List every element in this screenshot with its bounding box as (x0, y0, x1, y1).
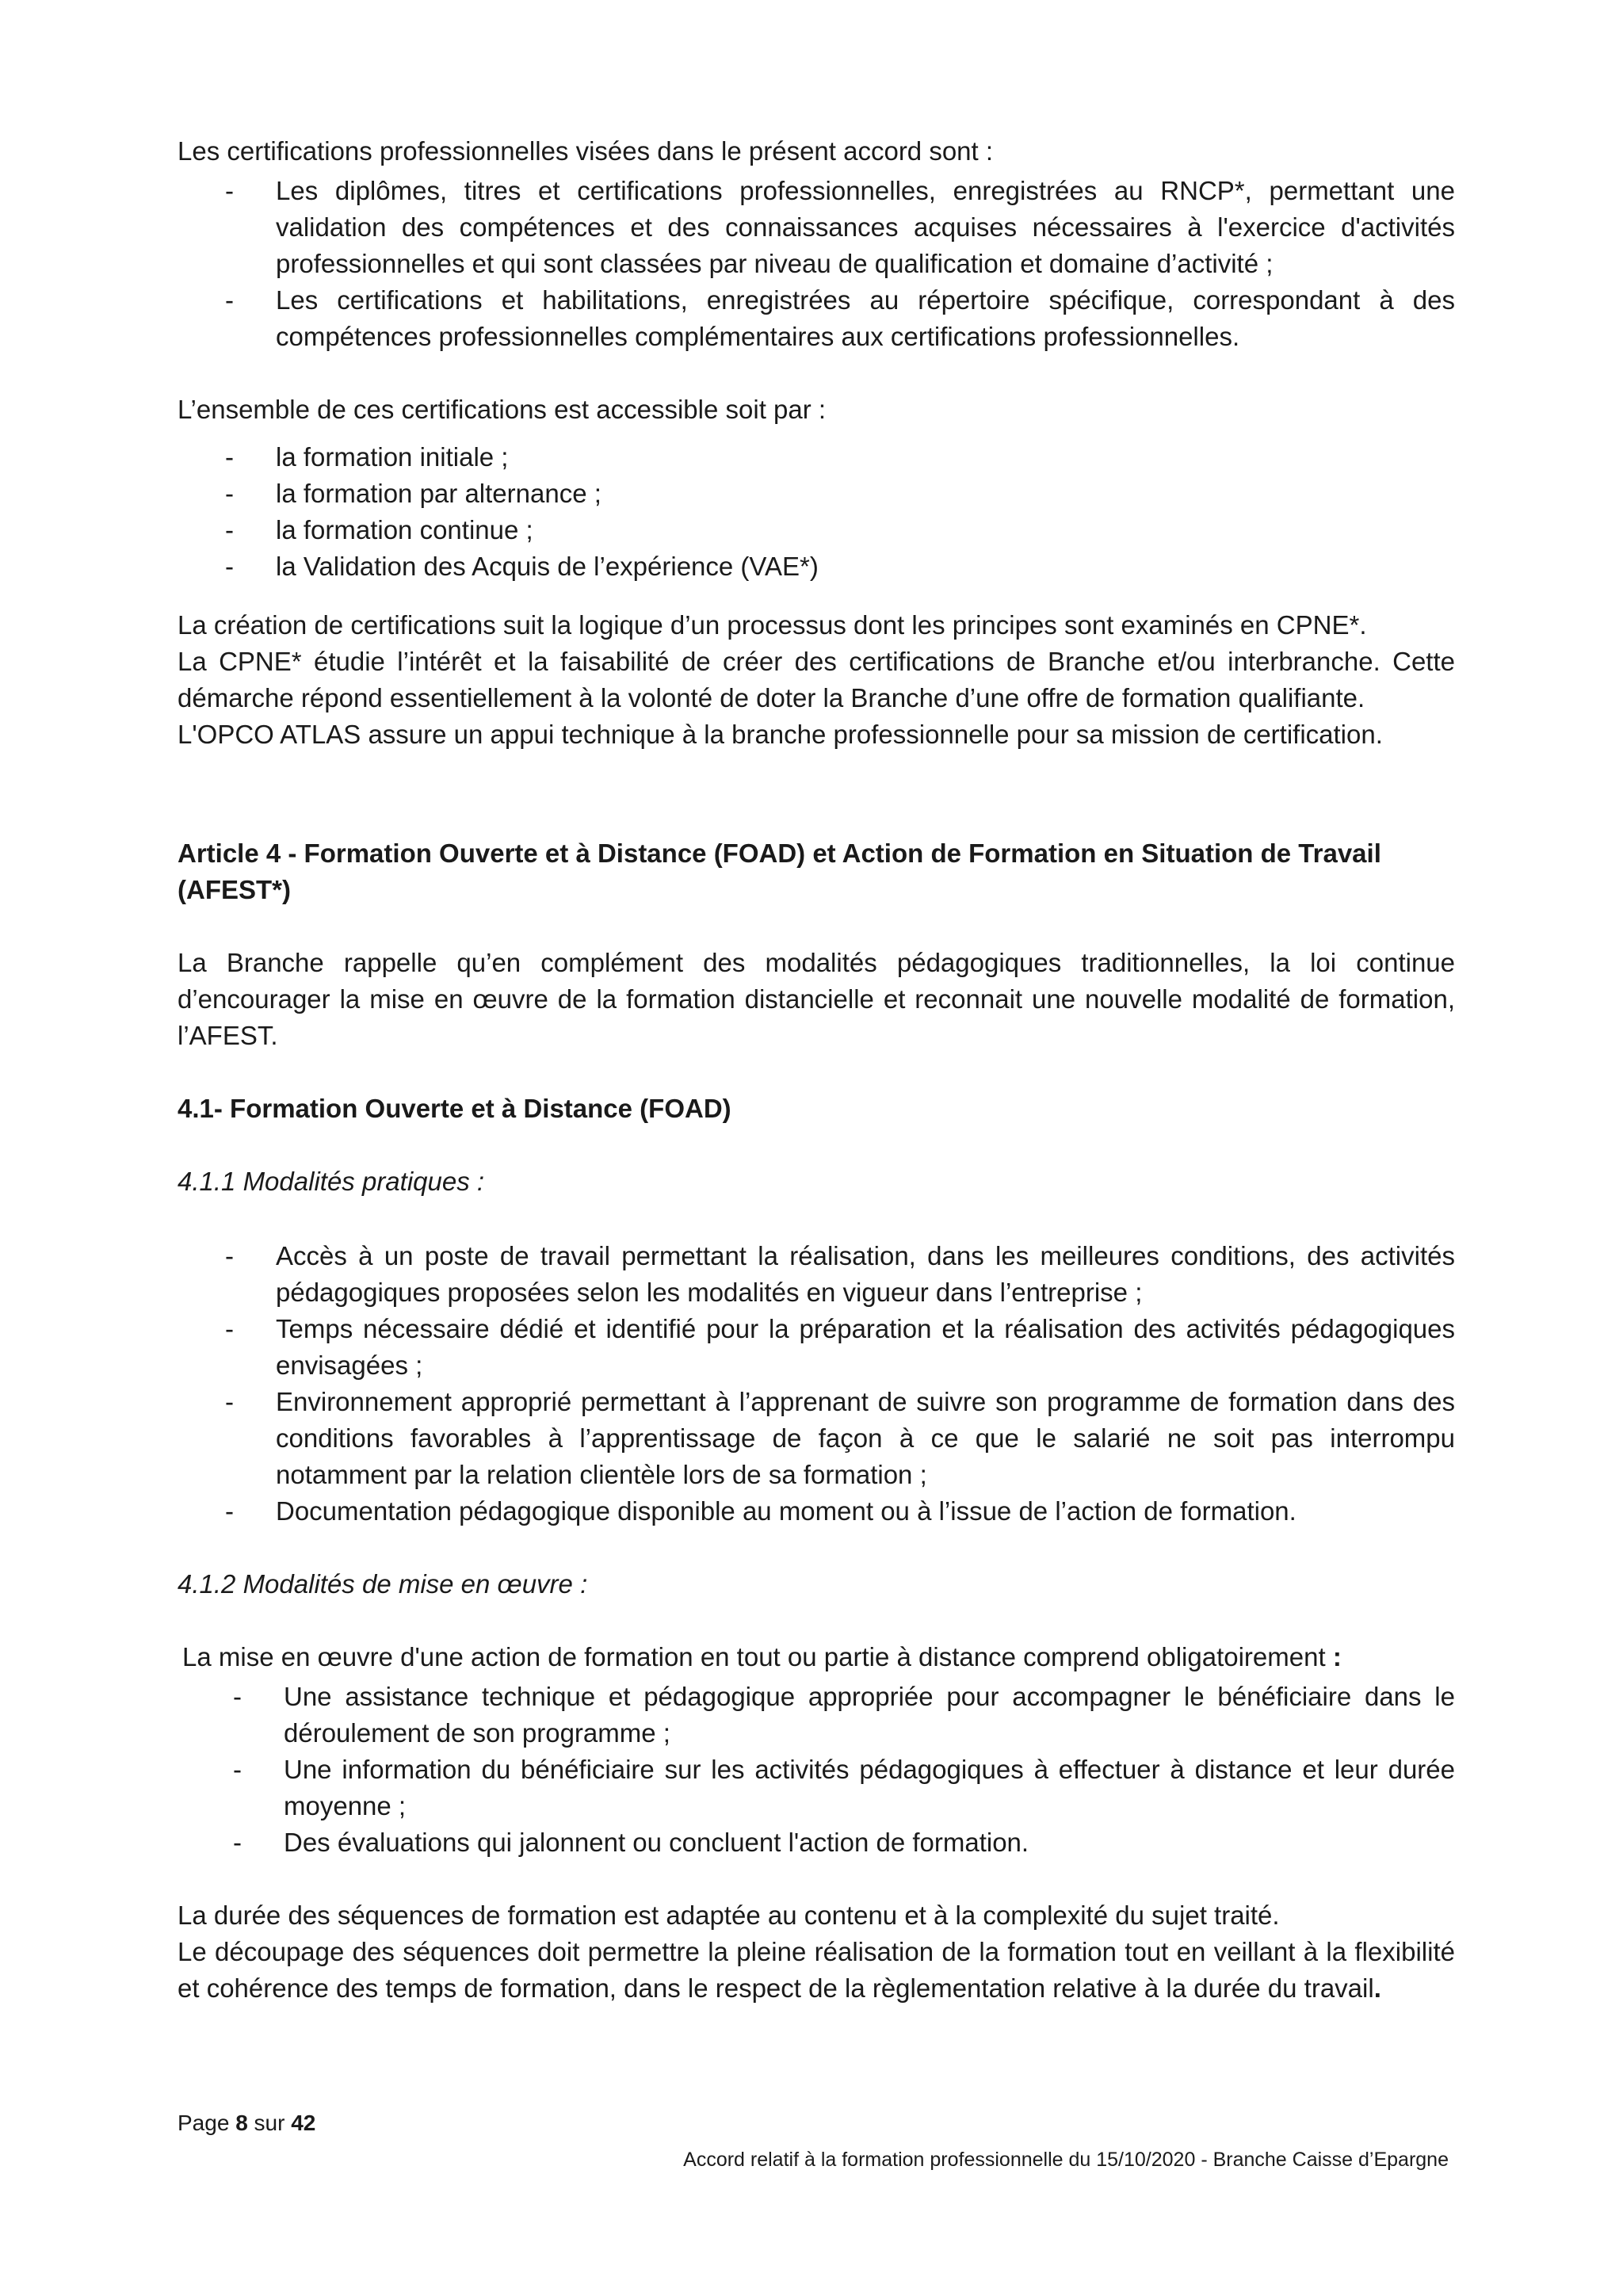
list-item: - la formation initiale ; (178, 439, 1455, 476)
page-content (178, 133, 1455, 2007)
implementation-intro (178, 1639, 1455, 1675)
section-4-1-1-heading: 4.1.1 Modalités pratiques : (178, 1167, 485, 1196)
document-footer-title: Accord relatif à la formation professionnelle du 15/10/2020 - Branche Caisse d’Epargne (683, 2149, 1449, 2171)
section-4-1-2-heading: 4.1.2 Modalités de mise en œuvre : (178, 1569, 588, 1599)
access-list (178, 439, 1455, 585)
article-4-intro: La Branche rappelle qu’en complément des modalités pédagogiques traditionnelles, la loi continue d’encourager la mise en œuvre de la formation distancielle et reconnait une nouvelle modalité de formation, l’AFEST. (178, 948, 1455, 1050)
article-4-heading: Article 4 - Formation Ouverte et à Distance (FOAD) et Action de Formation en Situation de Travail (AFEST*) (178, 839, 1381, 904)
practical-terms-list (178, 1238, 1455, 1530)
access-text: L’ensemble de ces certifications est accessible soit par : (178, 395, 827, 424)
certification-list (178, 173, 1455, 355)
list-item: - Des évaluations qui jalonnent ou concluent l'action de formation. (178, 1824, 1455, 1861)
list-item: - Une information du bénéficiaire sur les activités pédagogiques à effectuer à distance et leur durée moyenne ; (178, 1752, 1455, 1824)
current-page: 8 (235, 2111, 248, 2135)
closing-line-2 (178, 1934, 1455, 2007)
page-separator: sur (254, 2111, 285, 2135)
list-item: - la formation par alternance ; (178, 476, 1455, 512)
list-item: - Les certifications et habilitations, enregistrées au répertoire spécifique, correspondant à des compétences professionnelles complémentaires aux certifications professionnelles. (178, 282, 1455, 355)
paragraph-line: La CPNE* étudie l’intérêt et la faisabilité de créer des certifications de Branche et/ou interbranche. Cette démarche répond essentiellement à la volonté de doter la Branche d’une offre de formation qualifiante. (178, 647, 1455, 712)
section-4-1-heading: 4.1- Formation Ouverte et à Distance (FOAD) (178, 1094, 731, 1123)
list-item: - la Validation des Acquis de l’expérience (VAE*) (178, 548, 1455, 585)
paragraph-line: L'OPCO ATLAS assure un appui technique à la branche professionnelle pour sa mission de certification. (178, 720, 1383, 749)
list-item: - la formation continue ; (178, 512, 1455, 548)
closing-line-2-text: Le découpage des séquences doit permettre la pleine réalisation de la formation tout en veillant à la flexibilité et cohérence des temps de formation, dans le respect de la règlementation relative à la durée du travail (178, 1937, 1455, 2003)
list-item: - Accès à un poste de travail permettant la réalisation, dans les meilleures conditions, des activités pédagogiques proposées selon les modalités en vigueur dans l’entreprise ; (178, 1238, 1455, 1311)
intro-text: Les certifications professionnelles visées dans le présent accord sont : (178, 136, 994, 166)
implementation-list (178, 1679, 1455, 1861)
implementation-intro-text: La mise en œuvre d'une action de formation en tout ou partie à distance comprend obligatoirement (182, 1642, 1326, 1671)
list-item: - Une assistance technique et pédagogique appropriée pour accompagner le bénéficiaire dans le déroulement de son programme ; (178, 1679, 1455, 1752)
list-item: - Environnement approprié permettant à l’apprenant de suivre son programme de formation dans des conditions favorables à l’apprentissage de façon à ce que le salarié ne soit pas interrompu notamment par la relation clientèle lors de sa formation ; (178, 1384, 1455, 1493)
list-item: - Les diplômes, titres et certifications professionnelles, enregistrées au RNCP*, permettant une validation des compétences et des connaissances acquises nécessaires à l'exercice d'activités professionnelles et qui sont classées par niveau de qualification et domaine d’activité ; (178, 173, 1455, 282)
list-item: - Temps nécessaire dédié et identifié pour la préparation et la réalisation des activités pédagogiques envisagées ; (178, 1311, 1455, 1384)
paragraph-line: La création de certifications suit la logique d’un processus dont les principes sont examinés en CPNE*. (178, 610, 1367, 640)
closing-line-2-end: . (1373, 1973, 1381, 2003)
implementation-intro-colon: : (1332, 1642, 1342, 1671)
list-item: - Documentation pédagogique disponible au moment ou à l’issue de l’action de formation. (178, 1493, 1455, 1530)
closing-line-1: La durée des séquences de formation est adaptée au contenu et à la complexité du sujet traité. (178, 1901, 1280, 1930)
page-number (178, 2111, 315, 2136)
page-label: Page (178, 2111, 230, 2135)
creation-paragraph (178, 607, 1455, 753)
total-pages: 42 (291, 2111, 316, 2135)
